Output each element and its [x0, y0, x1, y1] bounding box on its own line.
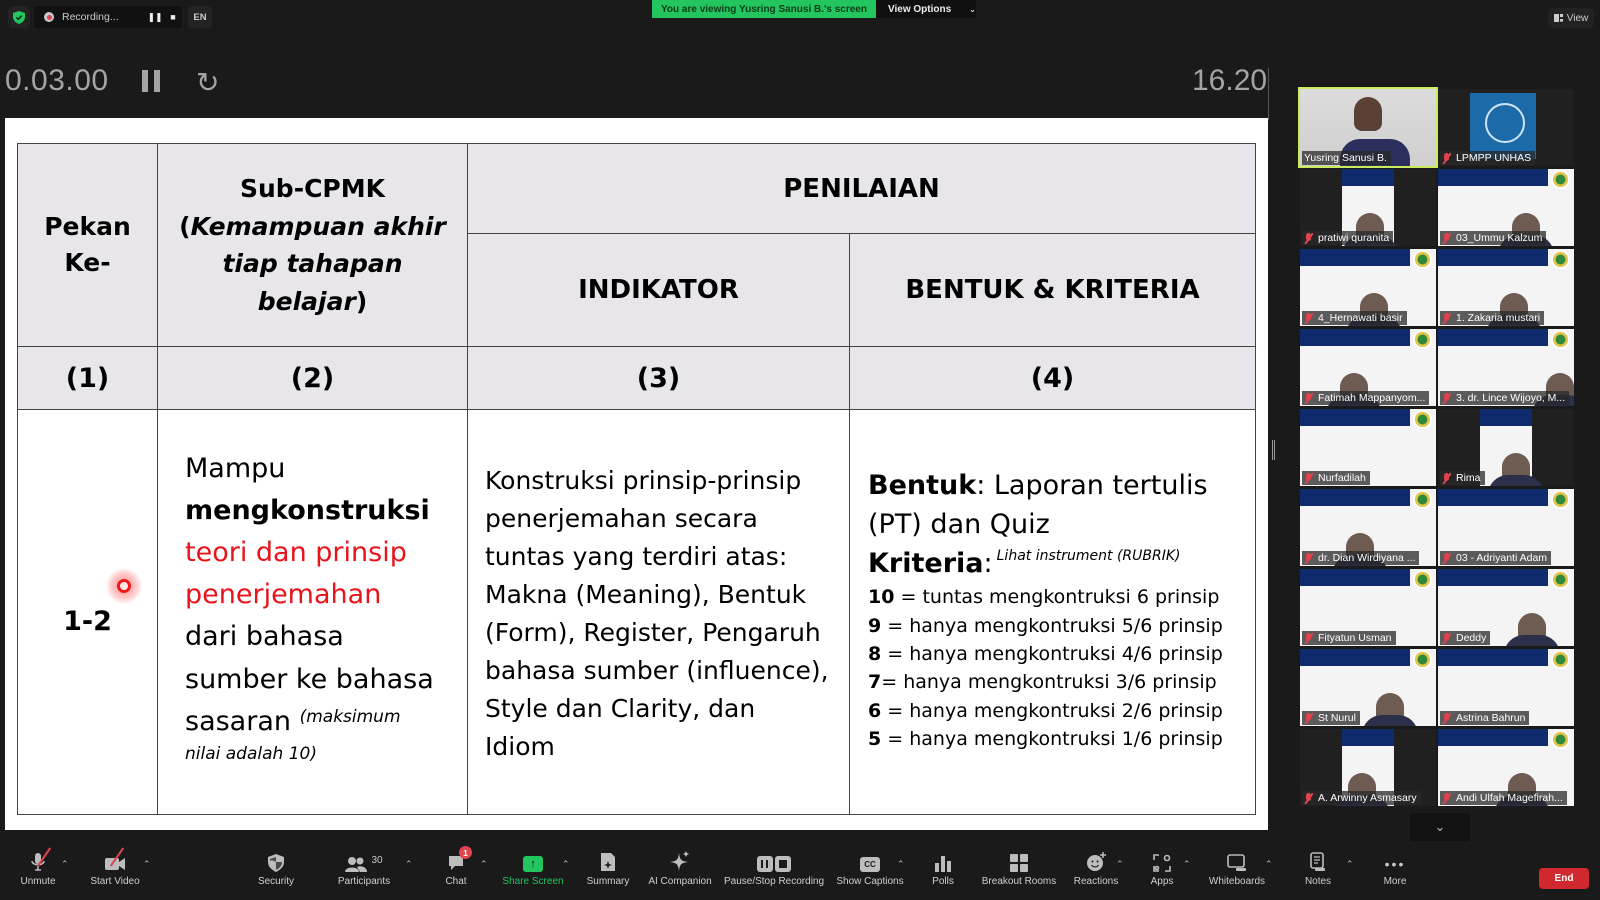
more-label: More	[1383, 876, 1407, 887]
column-number: (1)	[18, 347, 158, 410]
paren: )	[355, 286, 368, 316]
participant-name: Yusring Sanusi B.	[1304, 152, 1387, 164]
recording-dot-icon	[44, 12, 54, 22]
university-logo	[1413, 330, 1432, 349]
virtual-background	[1438, 649, 1548, 666]
virtual-background	[1438, 489, 1548, 506]
pause-stop-recording-label: Pause/Stop Recording	[723, 876, 825, 887]
sub-cpmk-cell	[158, 410, 468, 815]
reactions-options-caret[interactable]: ⌃	[1116, 859, 1124, 869]
participant-name-tag	[1302, 231, 1393, 245]
captions-options-caret[interactable]: ⌃	[897, 859, 905, 869]
mic-muted-icon	[1304, 633, 1313, 644]
unmute-label: Unmute	[20, 876, 56, 887]
notes-options-caret[interactable]: ⌃	[1346, 859, 1354, 869]
bentuk-label: Bentuk	[868, 470, 977, 501]
stop-recording-button[interactable]: ■	[170, 12, 176, 22]
security-shield-icon	[268, 846, 284, 872]
whiteboards-options-caret[interactable]: ⌃	[1265, 859, 1273, 869]
chat-label: Chat	[445, 876, 467, 887]
participant-tile[interactable]	[1300, 89, 1436, 166]
mic-muted-icon	[1442, 153, 1451, 164]
timer-reset-icon[interactable]: ↻	[196, 67, 220, 98]
reactions-smiley-icon	[1086, 846, 1106, 872]
virtual-background	[1438, 569, 1548, 586]
reactions-button[interactable]	[1074, 846, 1118, 887]
participant-name-tag	[1440, 231, 1546, 245]
pause-stop-recording-button[interactable]	[724, 846, 824, 887]
laser-pointer-icon	[106, 568, 142, 604]
participant-tile[interactable]	[1300, 249, 1436, 326]
participant-name: 4_Hernawati basir	[1318, 312, 1403, 324]
summary-document-icon	[600, 846, 616, 872]
apps-icon	[1153, 846, 1171, 872]
participant-name-tag	[1302, 791, 1421, 805]
participant-name-tag	[1302, 631, 1396, 645]
participant-name-tag	[1440, 631, 1490, 645]
criteria-item: 10 = tuntas mengkontruksi 6 prinsip	[868, 586, 1220, 609]
participant-tile[interactable]	[1438, 249, 1574, 326]
header-sub-cpmk	[158, 144, 468, 347]
participants-button[interactable]	[338, 846, 390, 887]
whiteboards-label: Whiteboards	[1208, 876, 1266, 887]
whiteboards-button[interactable]	[1208, 846, 1266, 887]
participant-tile[interactable]	[1300, 729, 1436, 806]
participant-tile[interactable]	[1300, 409, 1436, 486]
gallery-scroll-down-button[interactable]	[1410, 813, 1470, 841]
participant-tile[interactable]	[1438, 409, 1574, 486]
participants-label: Participants	[337, 876, 391, 887]
participant-name-tag	[1440, 791, 1567, 805]
text-line-bold: mengkonstruksi	[185, 495, 430, 527]
breakout-rooms-grid-icon	[1010, 846, 1028, 872]
mic-muted-icon	[1304, 793, 1313, 804]
notes-button[interactable]	[1303, 846, 1333, 887]
pause-recording-button[interactable]: ❚❚	[147, 11, 163, 22]
viewing-screen-banner: You are viewing Yusring Sanusi B.'s screen	[652, 0, 876, 18]
bentuk-kriteria-cell	[850, 410, 1256, 815]
mic-muted-icon	[1304, 233, 1313, 244]
participant-name-tag	[1440, 711, 1529, 725]
participant-name: Deddy	[1456, 632, 1487, 644]
timer-pause-icon[interactable]	[142, 70, 160, 92]
breakout-rooms-label: Breakout Rooms	[981, 876, 1057, 887]
whiteboard-icon	[1227, 846, 1247, 872]
view-options-label: View Options	[888, 3, 952, 15]
university-logo	[1413, 650, 1432, 669]
participant-name-tag	[1302, 151, 1391, 165]
mic-muted-icon	[1442, 713, 1451, 724]
participant-tile[interactable]	[1300, 169, 1436, 246]
university-logo	[1551, 330, 1570, 349]
layout-icon	[1554, 14, 1563, 22]
criteria-list	[868, 583, 1255, 753]
participant-tile[interactable]	[1438, 89, 1574, 166]
virtual-background	[1300, 409, 1410, 426]
language-button[interactable]: EN	[188, 6, 212, 28]
encryption-shield-icon[interactable]	[8, 6, 30, 28]
header-penilaian: PENILAIAN	[468, 144, 1256, 234]
start-video-label: Start Video	[90, 876, 140, 887]
kriteria-note: Lihat instrument (RUBRIK)	[996, 548, 1181, 565]
view-options-button[interactable]	[876, 0, 976, 18]
criteria-item: 6 = hanya mengkontruksi 2/6 prinsip	[868, 699, 1223, 722]
mic-muted-icon	[1304, 313, 1313, 324]
virtual-background	[1438, 329, 1548, 346]
header-pekan-line1: Pekan	[44, 211, 131, 241]
mic-muted-icon	[1442, 633, 1451, 644]
unmute-button[interactable]	[20, 846, 56, 887]
more-ellipsis-icon: •••	[1384, 856, 1406, 872]
participant-tile[interactable]	[1300, 489, 1436, 566]
polls-button[interactable]	[930, 846, 956, 887]
participant-tile[interactable]	[1438, 169, 1574, 246]
breakout-rooms-button[interactable]	[982, 846, 1056, 887]
divider	[1268, 68, 1269, 120]
participant-tile[interactable]	[1300, 329, 1436, 406]
indikator-cell	[468, 410, 850, 815]
recording-indicator	[34, 6, 182, 28]
paren: (	[179, 211, 191, 241]
polls-label: Polls	[932, 876, 954, 887]
share-screen-button[interactable]	[504, 846, 562, 887]
header-sub-italic: tiap tahapan	[222, 249, 403, 278]
participants-icon	[345, 846, 382, 872]
text-line: sasaran	[185, 705, 291, 737]
ai-companion-label: AI Companion	[648, 876, 712, 887]
shared-screen-slide	[5, 118, 1268, 830]
week-cell: 1-2	[18, 410, 158, 815]
university-logo	[1551, 170, 1570, 189]
criteria-item: 8 = hanya mengkontruksi 4/6 prinsip	[868, 643, 1223, 666]
summary-label: Summary	[586, 876, 630, 887]
participant-name: LPMPP UNHAS	[1456, 152, 1532, 164]
apps-label: Apps	[1150, 876, 1174, 887]
chat-icon	[447, 846, 468, 872]
mic-muted-icon	[1304, 713, 1313, 724]
participant-name: Fatimah Mappanyom...	[1318, 392, 1426, 404]
view-label: View	[1566, 12, 1589, 24]
reactions-label: Reactions	[1073, 876, 1119, 887]
rps-table	[17, 143, 1256, 815]
participant-name: 03_Ummu Kalzum	[1456, 232, 1543, 244]
presentation-timer: 0.03.00	[5, 64, 109, 97]
pause-stop-icon	[756, 846, 792, 872]
participant-name: St Nurul	[1318, 712, 1356, 724]
participant-name-tag	[1440, 391, 1569, 405]
share-screen-icon: ↑	[523, 846, 543, 872]
mic-muted-icon	[1304, 393, 1313, 404]
recording-label: Recording...	[62, 11, 119, 23]
chevron-down-icon: ⌄	[1434, 819, 1446, 834]
security-button[interactable]	[259, 846, 293, 887]
university-logo	[1413, 490, 1432, 509]
participants-count: 30	[371, 855, 383, 866]
video-options-caret[interactable]: ⌃	[143, 859, 151, 869]
share-options-caret[interactable]: ⌃	[562, 859, 570, 869]
participant-name-tag	[1440, 311, 1544, 325]
security-label: Security	[257, 876, 295, 887]
mic-muted-icon	[31, 846, 45, 872]
participant-name-tag	[1302, 471, 1370, 485]
participant-name-tag	[1302, 311, 1407, 325]
text-line: sumber ke bahasa	[185, 663, 434, 695]
mic-muted-icon	[1304, 553, 1313, 564]
university-logo	[1551, 490, 1570, 509]
participant-name: Fityatun Usman	[1318, 632, 1392, 644]
virtual-background	[1480, 409, 1532, 426]
participants-options-caret[interactable]: ⌃	[405, 859, 413, 869]
participant-name: Nurfadilah	[1318, 472, 1366, 484]
show-captions-button[interactable]	[836, 846, 904, 887]
university-logo	[1551, 730, 1570, 749]
ai-sparkle-icon	[669, 846, 691, 872]
participant-name-tag	[1440, 151, 1535, 165]
summary-button[interactable]	[585, 846, 631, 887]
more-button[interactable]	[1380, 846, 1410, 887]
participant-name: Astrina Bahrun	[1456, 712, 1526, 724]
participant-tile[interactable]	[1438, 649, 1574, 726]
apps-button[interactable]	[1150, 846, 1174, 887]
notes-label: Notes	[1304, 876, 1332, 887]
text-line: Mampu	[185, 453, 286, 484]
meeting-toolbar	[0, 846, 1600, 900]
criteria-item: 9 = hanya mengkontruksi 5/6 prinsip	[868, 614, 1223, 637]
header-bentuk-kriteria: BENTUK & KRITERIA	[850, 234, 1256, 347]
header-sub-italic: Kemampuan akhir	[190, 211, 446, 241]
text-line: dari bahasa	[185, 621, 344, 653]
header-sub-italic: belajar	[257, 286, 356, 316]
participant-name-tag	[1440, 471, 1485, 485]
start-video-button[interactable]	[90, 846, 140, 887]
header-indikator: INDIKATOR	[468, 234, 850, 347]
column-number: (3)	[468, 347, 850, 410]
mic-muted-icon	[1442, 473, 1451, 484]
mic-muted-icon	[1442, 793, 1451, 804]
university-logo	[1413, 570, 1432, 589]
criteria-item: 7= hanya mengkontruksi 3/6 prinsip	[868, 671, 1217, 694]
participant-name: Rima	[1456, 472, 1481, 484]
participant-tile[interactable]	[1438, 569, 1574, 646]
bentuk-value: : Laporan tertulis (PT) dan Quiz	[868, 470, 1208, 541]
virtual-background	[1300, 489, 1410, 506]
mic-muted-icon	[1442, 313, 1451, 324]
text-line-red: penerjemahan	[185, 579, 382, 611]
chat-button[interactable]	[445, 846, 467, 887]
virtual-background	[1342, 169, 1394, 186]
participant-name-tag	[1302, 711, 1360, 725]
header-pekan-line2: Ke-	[64, 248, 111, 277]
institution-logo	[1470, 93, 1536, 159]
university-logo	[1551, 570, 1570, 589]
university-logo	[1413, 250, 1432, 269]
person-silhouette	[1354, 97, 1382, 131]
chat-unread-badge: 1	[459, 846, 472, 859]
panel-resize-handle[interactable]	[1272, 440, 1275, 460]
notes-icon	[1310, 846, 1326, 872]
participant-tile[interactable]	[1300, 569, 1436, 646]
participant-tile[interactable]	[1438, 729, 1574, 806]
participant-name: 3. dr. Lince Wijoyo, M...	[1456, 392, 1566, 404]
mic-muted-icon	[1304, 473, 1313, 484]
mic-muted-icon	[1442, 393, 1451, 404]
end-meeting-button[interactable]: End	[1539, 868, 1589, 889]
indikator-text: Konstruksi prinsip-prinsip penerjemahan secara tuntas yang terdiri atas: Makna (Meaning), Bentuk (Form), Register, Pengaruh bahasa sumber (influence), Style dan Clarity, dan Idiom	[485, 466, 829, 761]
virtual-background	[1438, 169, 1548, 186]
note: nilai adalah 10)	[185, 743, 317, 764]
share-screen-label: Share Screen	[502, 876, 564, 887]
participant-name-tag	[1440, 551, 1551, 565]
audio-options-caret[interactable]: ⌃	[61, 859, 69, 869]
chevron-down-icon: ⌄	[969, 4, 976, 14]
show-captions-label: Show Captions	[836, 876, 904, 887]
virtual-background	[1300, 249, 1410, 266]
participant-name: 03 - Adriyanti Adam	[1456, 552, 1548, 564]
note: (maksimum	[299, 706, 401, 727]
university-logo	[1413, 410, 1432, 429]
participant-name: Andi Ulfah Magefirah...	[1456, 792, 1563, 804]
participant-name-tag	[1302, 391, 1429, 405]
polls-bar-chart-icon	[935, 846, 951, 872]
participant-name-tag	[1302, 551, 1419, 565]
university-logo	[1551, 650, 1570, 669]
participant-name: dr. Dian Wirdiyana ...	[1318, 552, 1416, 564]
participant-tile[interactable]	[1438, 489, 1574, 566]
video-off-icon	[104, 846, 126, 872]
kriteria-label: Kriteria	[868, 548, 984, 580]
participant-tile[interactable]	[1300, 649, 1436, 726]
header-pekan	[18, 144, 158, 347]
header-sub-title: Sub-CPMK	[240, 174, 385, 203]
apps-options-caret[interactable]: ⌃	[1183, 859, 1191, 869]
virtual-background	[1438, 729, 1548, 746]
virtual-background	[1300, 649, 1410, 666]
participant-name: pratiwi quranita	[1318, 232, 1390, 244]
chat-options-caret[interactable]: ⌃	[480, 859, 488, 869]
colon: :	[983, 548, 993, 580]
virtual-background	[1342, 729, 1394, 746]
text-line-red: teori dan prinsip	[185, 537, 407, 569]
criteria-item: 5 = hanya mengkontruksi 1/6 prinsip	[868, 727, 1223, 750]
captions-cc-icon: CC	[860, 846, 880, 872]
participant-tile[interactable]	[1438, 329, 1574, 406]
virtual-background	[1300, 329, 1410, 346]
column-number: (4)	[850, 347, 1256, 410]
virtual-background	[1438, 249, 1548, 266]
participant-name: A. Arwinny Asmasary	[1318, 792, 1417, 804]
university-logo	[1551, 250, 1570, 269]
mic-muted-icon	[1442, 233, 1451, 244]
view-layout-button[interactable]	[1548, 8, 1594, 28]
mic-muted-icon	[1442, 553, 1451, 564]
clock-display: 16.20	[1192, 64, 1268, 97]
virtual-background	[1300, 569, 1410, 586]
participant-name: 1. Zakaria mustari	[1456, 312, 1541, 324]
ai-companion-button[interactable]	[647, 846, 713, 887]
column-number: (2)	[158, 347, 468, 410]
